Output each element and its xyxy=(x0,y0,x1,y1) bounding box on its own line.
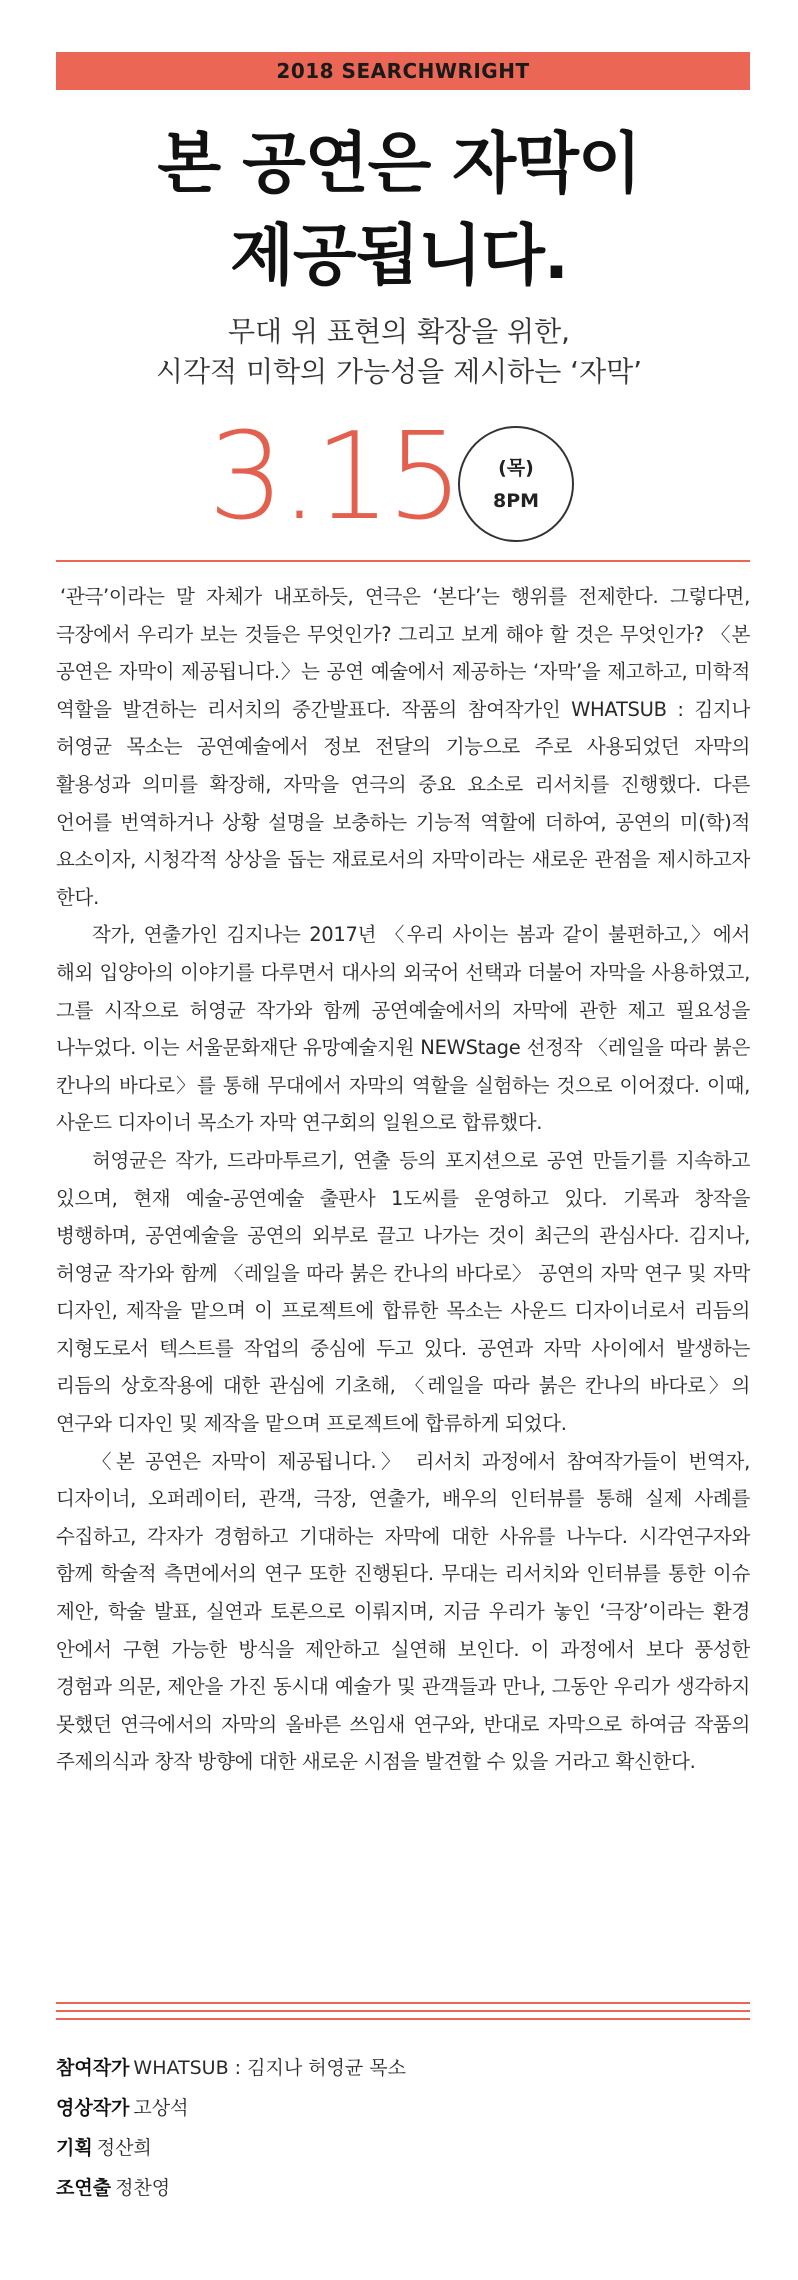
credit-value: 고상석 xyxy=(133,2097,189,2119)
credit-label: 참여작가 xyxy=(56,2057,130,2079)
paragraph-4: 〈본 공연은 자막이 제공됩니다.〉 리서치 과정에서 참여작가들이 번역자, 디자이너, 오퍼레이터, 관객, 극장, 연출가, 배우의 인터뷰를 통해 실제 사례를 수집하고, 각자가 경험하고 기대하는 자막에 대한 사유를 나누다. 시각연구자와 함께 학술적 측면에서의 연구 또한 진행된다. 무대는 리서치와 인터뷰를 통한 이슈 제안, 학술 발표, 실연과 토론으로 이뤄지며, 지금 우리가 놓인 ‘극장’이라는 환경 안에서 구현 가능한 방식을 제안하고 실연해 보인다. 이 과정에서 보다 풍성한 경험과 의문, 제안을 가진 동시대 예술가 및 관객들과 만나, 그동안 우리가 생각하지 못했던 연극에서의 자막의 올바른 쓰임새 연구와, 반대로 자막으로 하여금 작품의 주제의식과 창작 방향에 대한 새로운 시점을 발견할 수 있을 거라고 확신한다. xyxy=(56,1449,750,1774)
bottom-divider-3 xyxy=(56,2018,750,2020)
top-divider xyxy=(56,560,750,562)
description xyxy=(56,578,750,1781)
subtitle-line-1: 무대 위 표현의 확장을 위한, xyxy=(227,315,571,348)
bottom-divider-1 xyxy=(56,2002,750,2004)
credit-label: 조연출 xyxy=(56,2177,112,2199)
credit-row xyxy=(56,2048,750,2088)
paragraph-3: 허영균은 작가, 드라마투르기, 연출 등의 포지션으로 공연 만들기를 지속하고 있으며, 현재 예술-공연예술 출판사 1도씨를 운영하고 있다. 기록과 창작을 병행하며, 공연예술을 공연의 외부로 끌고 나가는 것이 최근의 관심사다. 김지나, 허영균 작가와 함께 〈레일을 따라 붉은 칸나의 바다로〉 공연의 자막 연구 및 자막 디자인, 제작을 맡으며 이 프로젝트에 합류한 목소는 사운드 디자이너로서 리듬의 지형도로서 텍스트를 작업의 중심에 두고 있다. 공연과 자막 사이에서 발생하는 리듬의 상호작용에 대한 관심에 기초해, 〈레일을 따라 붉은 칸나의 바다로〉의 연구와 디자인 및 제작을 맡으며 프로젝트에 합류하게 되었다. xyxy=(56,1148,750,1436)
subtitle xyxy=(0,312,798,392)
credit-label: 기획 xyxy=(56,2137,93,2159)
title-line-1: 본 공연은 자막이 xyxy=(157,125,641,202)
event-day: (목) xyxy=(498,457,534,479)
subtitle-line-2: 시각적 미학의 가능성을 제시하는 ‘자막’ xyxy=(155,355,643,388)
credit-row xyxy=(56,2088,750,2128)
credits xyxy=(56,2048,750,2208)
credit-label: 영상작가 xyxy=(56,2097,130,2119)
title-line-2: 제공됩니다. xyxy=(230,217,568,294)
event-banner: 2018 SEARCHWRIGHT xyxy=(56,52,750,90)
paragraph-2: 작가, 연출가인 김지나는 2017년 〈우리 사이는 봄과 같이 불편하고,〉에서 해외 입양아의 이야기를 다루면서 대사의 외국어 선택과 더불어 자막을 사용하였고, 그를 시작으로 허영균 작가와 함께 공연예술에서의 자막에 관한 제고 필요성을 나누었다. 이는 서울문화재단 유망예술지원 NEWStage 선정작 〈레일을 따라 붉은 칸나의 바다로〉를 통해 무대에서 자막의 역할을 실험하는 것으로 이어졌다. 이때, 사운드 디자이너 목소가 자막 연구회의 일원으로 합류했다. xyxy=(56,923,750,1135)
bottom-divider-2 xyxy=(56,2010,750,2012)
credit-value: 정찬영 xyxy=(115,2177,171,2199)
credit-value: WHATSUB : 김지나 허영균 목소 xyxy=(133,2057,407,2079)
event-time: 8PM xyxy=(492,490,540,512)
page-title xyxy=(0,118,798,302)
date-time-badge xyxy=(458,426,574,542)
credit-value: 정산희 xyxy=(96,2137,152,2159)
event-date: 3.15 xyxy=(208,408,460,547)
credit-row xyxy=(56,2128,750,2168)
credit-row xyxy=(56,2168,750,2208)
paragraph-1: ‘관극’이라는 말 자체가 내포하듯, 연극은 ‘본다’는 행위를 전제한다. 그렇다면, 극장에서 우리가 보는 것들은 무엇인가? 그리고 보게 해야 할 것은 무엇인가? 〈본 공연은 자막이 제공됩니다.〉는 공연 예술에서 제공하는 ‘자막’을 제고하고, 미학적 역할을 발견하는 리서치의 중간발표다. 작품의 참여작가인 WHATSUB : 김지나 허영균 목소는 공연예술에서 정보 전달의 기능으로 주로 사용되었던 자막의 활용성과 의미를 확장해, 자막을 연극의 중요 요소로 리서치를 진행했다. 다른 언어를 번역하거나 상황 설명을 보충하는 기능적 역할에 더하여, 공연의 미(학)적 요소이자, 시청각적 상상을 돕는 재료로서의 자막이라는 새로운 관점을 제시하고자 한다. xyxy=(56,585,750,909)
